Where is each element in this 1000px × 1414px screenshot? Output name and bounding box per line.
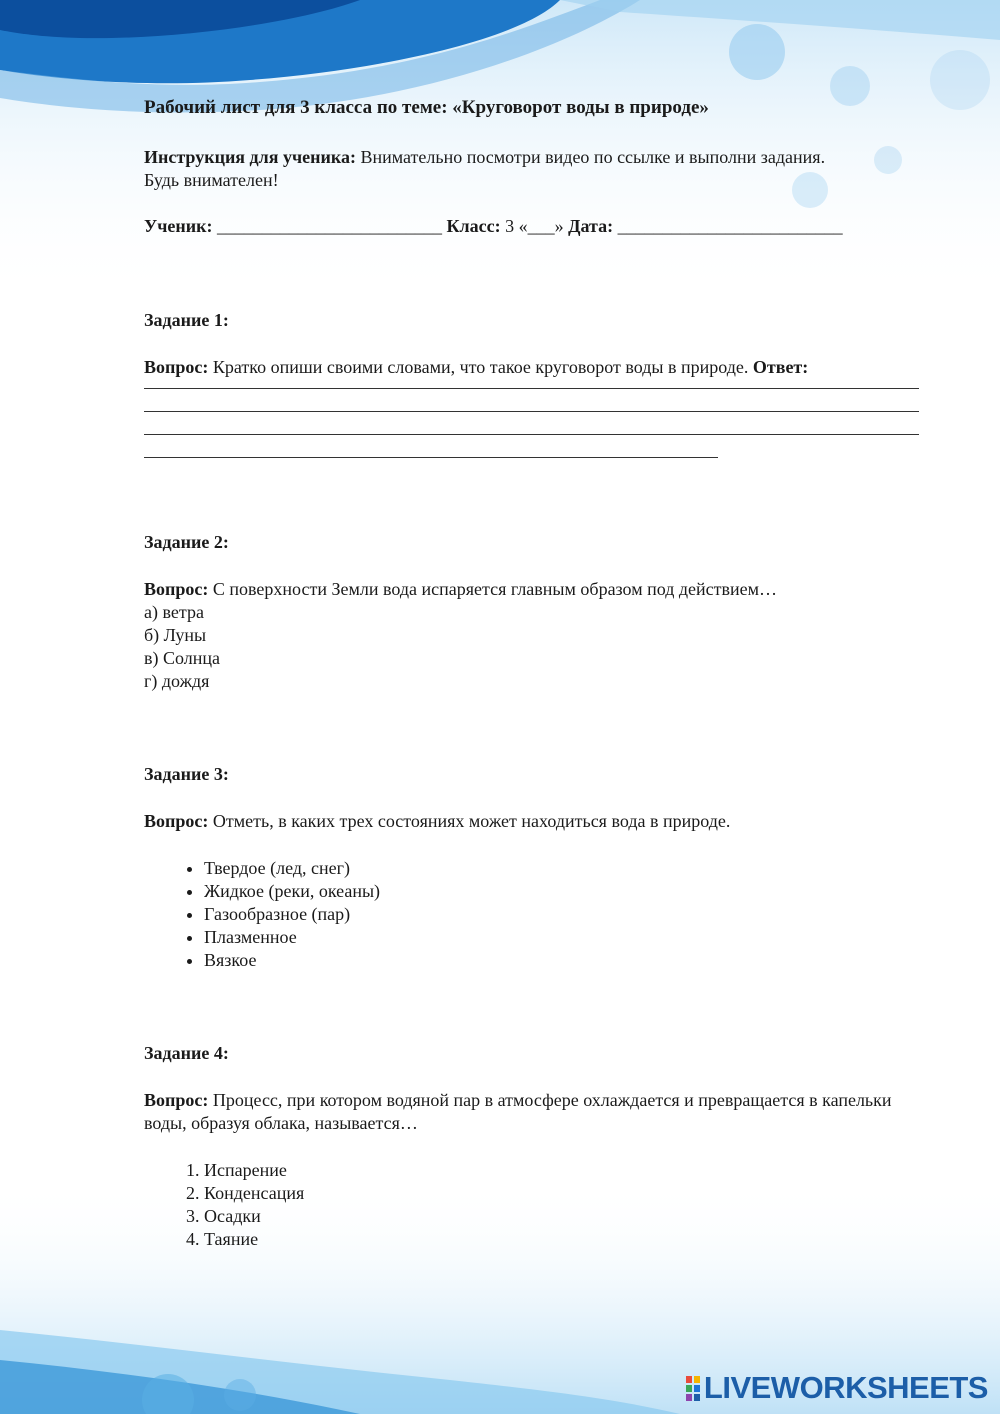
task-4-question	[144, 1089, 934, 1135]
class-blank[interactable]: 3 «___»	[500, 216, 569, 236]
option-b[interactable]: б) Луны	[144, 625, 207, 645]
task-3-heading: Задание 3:	[144, 764, 229, 784]
answer-lines[interactable]	[144, 379, 919, 458]
answer-label: Ответ:	[752, 357, 809, 377]
liveworksheets-logo	[686, 1370, 988, 1406]
list-item[interactable]: 4. Таяние	[204, 1228, 934, 1251]
answer-line[interactable]	[144, 389, 919, 412]
list-item[interactable]: 1. Испарение	[204, 1159, 934, 1182]
instruction-label: Инструкция для ученика:	[144, 147, 356, 167]
date-blank[interactable]: _________________________	[613, 216, 843, 236]
question-label: Вопрос:	[144, 811, 209, 831]
logo-text: LIVEWORKSHEETS	[703, 1370, 988, 1405]
option-c[interactable]: в) Солнца	[144, 648, 220, 668]
class-label: Класс:	[446, 216, 501, 236]
option-a[interactable]: а) ветра	[144, 602, 204, 622]
worksheet-title: Рабочий лист для 3 класса по теме: «Круговорот воды в природе»	[144, 97, 709, 118]
task-2-heading: Задание 2:	[144, 532, 229, 552]
list-item[interactable]: • Плазменное	[204, 926, 934, 949]
list-item[interactable]: • Газообразное (пар)	[204, 903, 934, 926]
states-list	[144, 857, 934, 972]
question-label: Вопрос:	[144, 579, 209, 599]
question-label: Вопрос:	[144, 357, 209, 377]
question-label: Вопрос:	[144, 1090, 209, 1110]
option-d[interactable]: г) дождя	[144, 671, 210, 691]
instruction	[144, 146, 934, 169]
answer-line[interactable]	[144, 412, 919, 435]
student-blank[interactable]: _________________________	[212, 216, 447, 236]
logo-icon	[686, 1376, 700, 1401]
list-item[interactable]: • Жидкое (реки, океаны)	[204, 880, 934, 903]
student-label: Ученик:	[144, 216, 213, 236]
list-item[interactable]: • Твердое (лед, снег)	[204, 857, 934, 880]
question-text: С поверхности Земли вода испаряется главным образом под действием…	[208, 579, 778, 599]
list-item[interactable]: 3. Осадки	[204, 1205, 934, 1228]
question-text: Кратко опиши своими словами, что такое круговорот воды в природе.	[208, 357, 753, 377]
list-item[interactable]: 2. Конденсация	[204, 1182, 934, 1205]
task-2-question	[144, 578, 934, 601]
date-label: Дата:	[568, 216, 614, 236]
task-3-question	[144, 810, 934, 833]
instruction-text: Внимательно посмотри видео по ссылке и выполни задания.	[355, 147, 826, 167]
header-fields	[144, 215, 934, 238]
question-text: Отметь, в каких трех состояниях может находиться вода в природе.	[208, 811, 731, 831]
answer-line[interactable]	[144, 379, 919, 389]
answer-line[interactable]	[144, 435, 718, 458]
task-4-heading: Задание 4:	[144, 1043, 229, 1063]
task-1-question	[144, 356, 934, 379]
worksheet-content	[144, 96, 934, 1251]
process-list	[144, 1159, 934, 1251]
question-text: Процесс, при котором водяной пар в атмосфере охлаждается и превращается в капельки воды, образуя облака, называется…	[144, 1090, 892, 1133]
instruction-line-2: Будь внимателен!	[144, 170, 279, 190]
list-item[interactable]: • Вязкое	[204, 949, 934, 972]
task-1-heading: Задание 1:	[144, 310, 229, 330]
